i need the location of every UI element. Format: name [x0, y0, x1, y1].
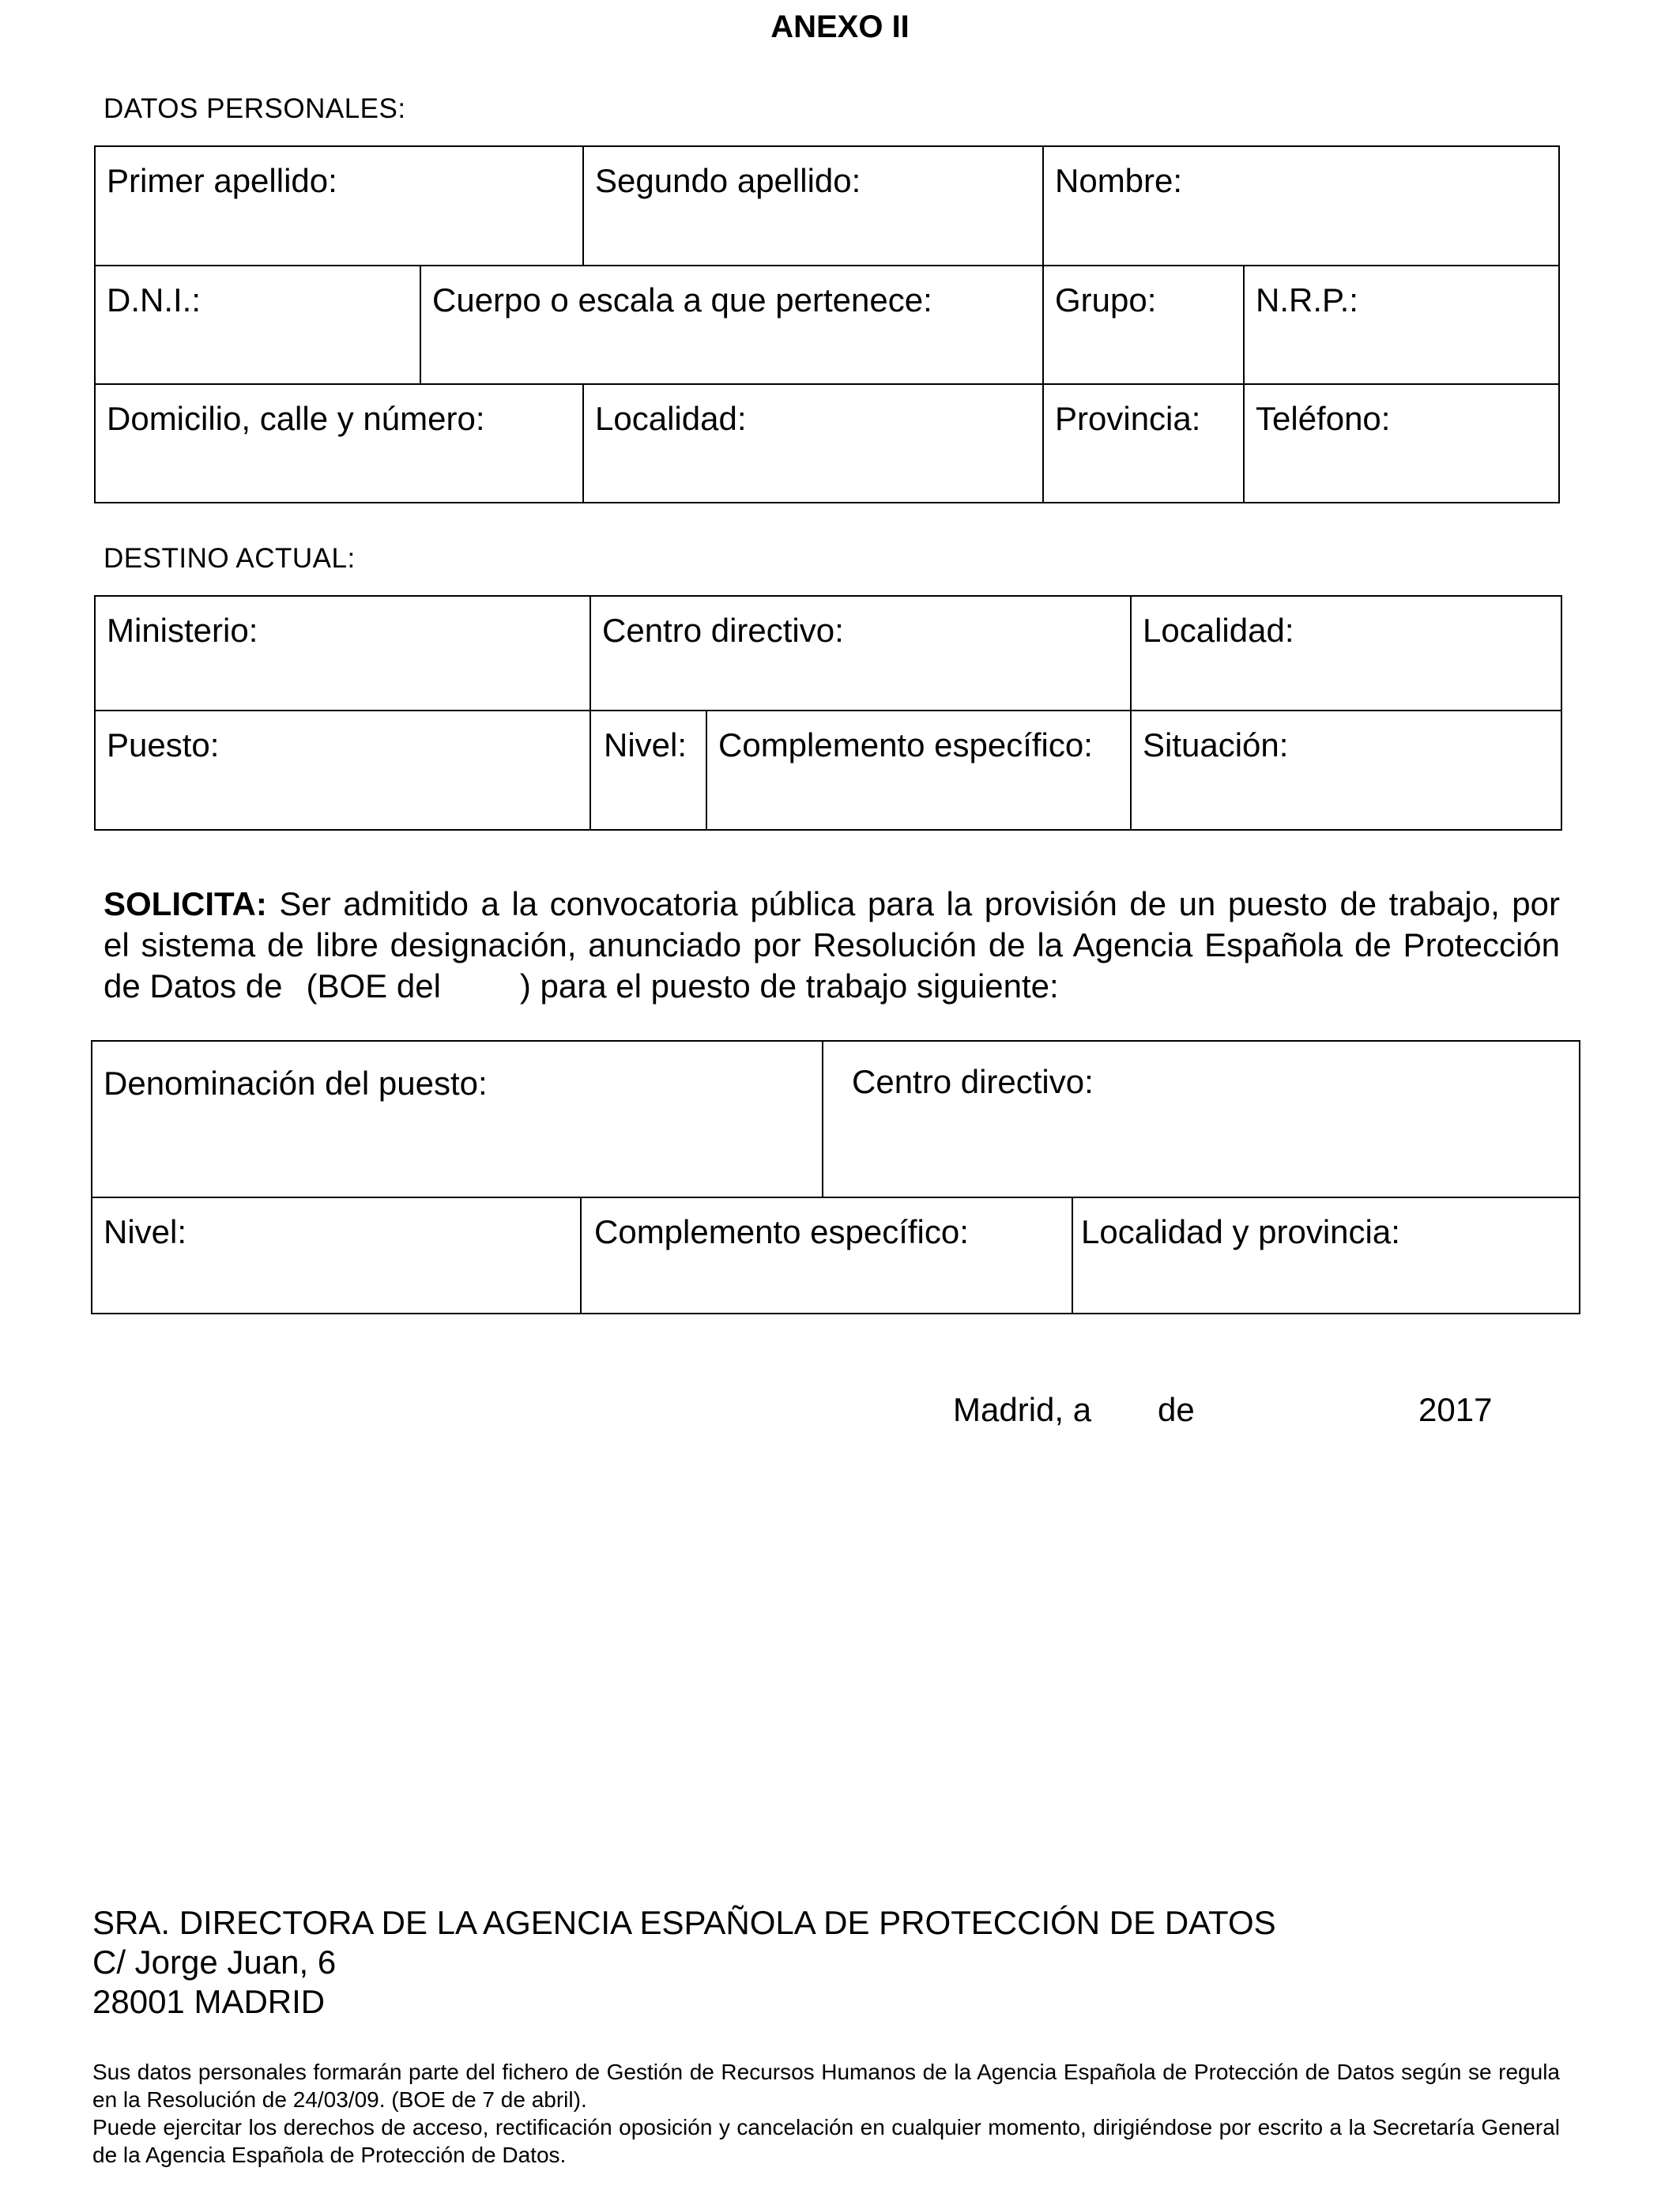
field-primer-apellido[interactable]: Primer apellido: [94, 145, 584, 266]
solicita-heading: SOLICITA: [104, 885, 267, 922]
solicita-line3b: (BOE del [306, 967, 441, 1005]
recipient-line2: C/ Jorge Juan, 6 [92, 1943, 337, 1981]
field-nivel-puesto[interactable]: Nivel: [91, 1197, 582, 1314]
field-domicilio[interactable]: Domicilio, calle y número: [94, 383, 584, 503]
field-localidad[interactable]: Localidad: [582, 383, 1044, 503]
field-telefono[interactable]: Teléfono: [1243, 383, 1560, 503]
field-cuerpo-escala[interactable]: Cuerpo o escala a que pertenece: [420, 265, 1044, 385]
destino-actual-label: DESTINO ACTUAL: [104, 543, 356, 574]
date-de: de [1158, 1391, 1195, 1428]
field-complemento-puesto[interactable]: Complemento específico: [580, 1197, 1073, 1314]
datos-personales-label: DATOS PERSONALES: [104, 93, 406, 124]
privacy-note-p1: Sus datos personales formarán parte del fichero de Gestión de Recursos Humanos de la Agencia Española de Protección de Datos según se regula en la Resolución de 24/03/09. (BOE de 7 de abril). [92, 2060, 1560, 2112]
field-ministerio[interactable]: Ministerio: [94, 595, 591, 711]
field-nombre[interactable]: Nombre: [1042, 145, 1560, 266]
privacy-note-p2: Puede ejercitar los derechos de acceso, rectificación oposición y cancelación en cualquier momento, dirigiéndose por escrito a la Secretaría General de la Agencia Española de Protección de Datos. [92, 2115, 1560, 2167]
field-localidad-destino[interactable]: Localidad: [1130, 595, 1562, 711]
date-year: 2017 [1418, 1391, 1493, 1428]
solicita-line3c: ) para el puesto de trabajo siguiente: [519, 967, 1059, 1005]
field-dni[interactable]: D.N.I.: [94, 265, 421, 385]
field-complemento-especifico[interactable]: Complemento específico: [706, 710, 1132, 831]
solicita-line2: el sistema de libre designación, anunciado por Resolución de la Agencia Española de Protección [104, 926, 1560, 963]
document-title: ANEXO II [770, 9, 910, 44]
recipient-address [92, 1903, 1276, 2022]
date-place: Madrid, a [953, 1391, 1092, 1428]
solicita-line3a: de Datos de [104, 967, 283, 1005]
solicita-line1: Ser admitido a la convocatoria pública para la provisión de un puesto de trabajo, por [279, 885, 1560, 922]
recipient-line1: SRA. DIRECTORA DE LA AGENCIA ESPAÑOLA DE PROTECCIÓN DE DATOS [92, 1904, 1276, 1941]
field-grupo[interactable]: Grupo: [1042, 265, 1245, 385]
field-puesto[interactable]: Puesto: [94, 710, 591, 831]
field-localidad-provincia[interactable]: Localidad y provincia: [1072, 1197, 1580, 1314]
field-nrp[interactable]: N.R.P.: [1243, 265, 1560, 385]
field-nivel[interactable]: Nivel: [590, 710, 707, 831]
solicita-paragraph [104, 884, 1560, 1007]
field-provincia[interactable]: Provincia: [1042, 383, 1245, 503]
field-centro-directivo[interactable]: Centro directivo: [590, 595, 1132, 711]
privacy-note [92, 2058, 1560, 2169]
field-centro-directivo-puesto[interactable]: Centro directivo: [822, 1040, 1580, 1198]
field-situacion[interactable]: Situación: [1130, 710, 1562, 831]
field-segundo-apellido[interactable]: Segundo apellido: [582, 145, 1044, 266]
field-denominacion-puesto[interactable]: Denominación del puesto: [91, 1040, 823, 1198]
recipient-line3: 28001 MADRID [92, 1983, 326, 2020]
